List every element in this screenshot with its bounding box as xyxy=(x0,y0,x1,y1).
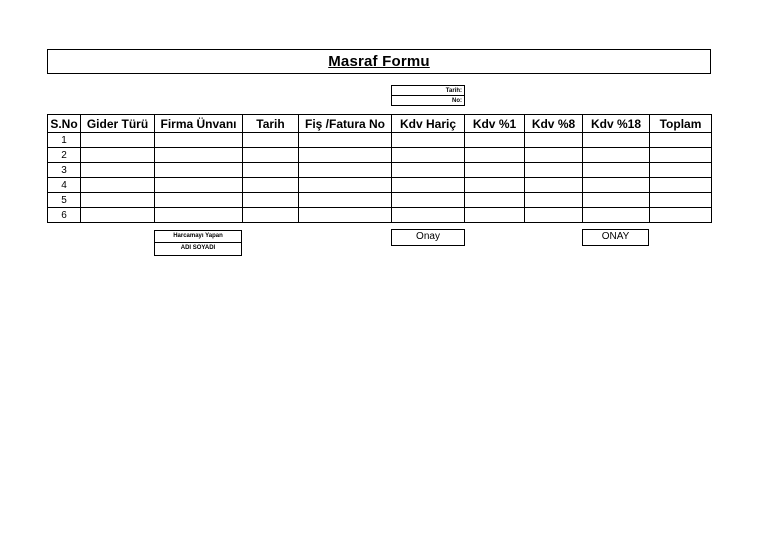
row-number: 3 xyxy=(48,163,81,178)
row-number: 2 xyxy=(48,148,81,163)
vat-18-cell[interactable] xyxy=(583,148,650,163)
receipt-no-cell[interactable] xyxy=(299,133,392,148)
approval-box-1: Onay xyxy=(391,229,465,246)
date-cell[interactable] xyxy=(243,133,299,148)
table-row xyxy=(48,178,712,193)
vat-8-cell[interactable] xyxy=(525,133,583,148)
total-cell[interactable] xyxy=(650,148,712,163)
company-title-cell[interactable] xyxy=(155,193,243,208)
total-cell[interactable] xyxy=(650,163,712,178)
date-label: Tarih: xyxy=(392,86,464,96)
vat-1-cell[interactable] xyxy=(465,208,525,223)
table-header-row xyxy=(48,115,712,133)
company-title-cell[interactable] xyxy=(155,133,243,148)
header-date: Tarih xyxy=(243,115,299,133)
vat-8-cell[interactable] xyxy=(525,148,583,163)
expense-type-cell[interactable] xyxy=(81,133,155,148)
vat-18-cell[interactable] xyxy=(583,163,650,178)
date-cell[interactable] xyxy=(243,178,299,193)
total-cell[interactable] xyxy=(650,193,712,208)
header-receipt-no: Fiş /Fatura No xyxy=(299,115,392,133)
receipt-no-cell[interactable] xyxy=(299,208,392,223)
table-row xyxy=(48,193,712,208)
date-cell[interactable] xyxy=(243,163,299,178)
excl-vat-cell[interactable] xyxy=(392,133,465,148)
excl-vat-cell[interactable] xyxy=(392,193,465,208)
vat-18-cell[interactable] xyxy=(583,193,650,208)
row-number: 5 xyxy=(48,193,81,208)
approval-box-2: ONAY xyxy=(582,229,649,246)
vat-18-cell[interactable] xyxy=(583,208,650,223)
total-cell[interactable] xyxy=(650,178,712,193)
vat-1-cell[interactable] xyxy=(465,133,525,148)
receipt-no-cell[interactable] xyxy=(299,148,392,163)
expense-type-cell[interactable] xyxy=(81,208,155,223)
vat-8-cell[interactable] xyxy=(525,178,583,193)
vat-8-cell[interactable] xyxy=(525,208,583,223)
table-row xyxy=(48,133,712,148)
company-title-cell[interactable] xyxy=(155,163,243,178)
header-excl-vat: Kdv Hariç xyxy=(392,115,465,133)
table-row xyxy=(48,208,712,223)
excl-vat-cell[interactable] xyxy=(392,178,465,193)
header-company-title: Firma Ünvanı xyxy=(155,115,243,133)
header-total: Toplam xyxy=(650,115,712,133)
expense-type-cell[interactable] xyxy=(81,148,155,163)
date-cell[interactable] xyxy=(243,148,299,163)
expense-type-cell[interactable] xyxy=(81,193,155,208)
receipt-no-cell[interactable] xyxy=(299,193,392,208)
excl-vat-cell[interactable] xyxy=(392,163,465,178)
company-title-cell[interactable] xyxy=(155,208,243,223)
excl-vat-cell[interactable] xyxy=(392,208,465,223)
expense-maker-name: ADI SOYADI xyxy=(154,243,242,256)
vat-8-cell[interactable] xyxy=(525,163,583,178)
date-cell[interactable] xyxy=(243,208,299,223)
table-row xyxy=(48,163,712,178)
vat-1-cell[interactable] xyxy=(465,163,525,178)
vat-1-cell[interactable] xyxy=(465,178,525,193)
vat-18-cell[interactable] xyxy=(583,178,650,193)
row-number: 4 xyxy=(48,178,81,193)
company-title-cell[interactable] xyxy=(155,178,243,193)
vat-1-cell[interactable] xyxy=(465,193,525,208)
header-vat-8: Kdv %8 xyxy=(525,115,583,133)
receipt-no-cell[interactable] xyxy=(299,178,392,193)
table-row xyxy=(48,148,712,163)
row-number: 1 xyxy=(48,133,81,148)
vat-1-cell[interactable] xyxy=(465,148,525,163)
header-vat-18: Kdv %18 xyxy=(583,115,650,133)
excl-vat-cell[interactable] xyxy=(392,148,465,163)
expense-maker-label: Harcamayı Yapan xyxy=(154,230,242,243)
expense-table xyxy=(47,114,712,223)
date-cell[interactable] xyxy=(243,193,299,208)
header-expense-type: Gider Türü xyxy=(81,115,155,133)
form-title-box xyxy=(47,49,711,74)
total-cell[interactable] xyxy=(650,133,712,148)
total-cell[interactable] xyxy=(650,208,712,223)
form-title: Masraf Formu xyxy=(328,53,430,70)
vat-8-cell[interactable] xyxy=(525,193,583,208)
header-sno: S.No xyxy=(48,115,81,133)
date-number-box xyxy=(391,85,465,106)
vat-18-cell[interactable] xyxy=(583,133,650,148)
row-number: 6 xyxy=(48,208,81,223)
expense-type-cell[interactable] xyxy=(81,163,155,178)
receipt-no-cell[interactable] xyxy=(299,163,392,178)
company-title-cell[interactable] xyxy=(155,148,243,163)
number-label: No: xyxy=(452,98,462,104)
expense-type-cell[interactable] xyxy=(81,178,155,193)
header-vat-1: Kdv %1 xyxy=(465,115,525,133)
